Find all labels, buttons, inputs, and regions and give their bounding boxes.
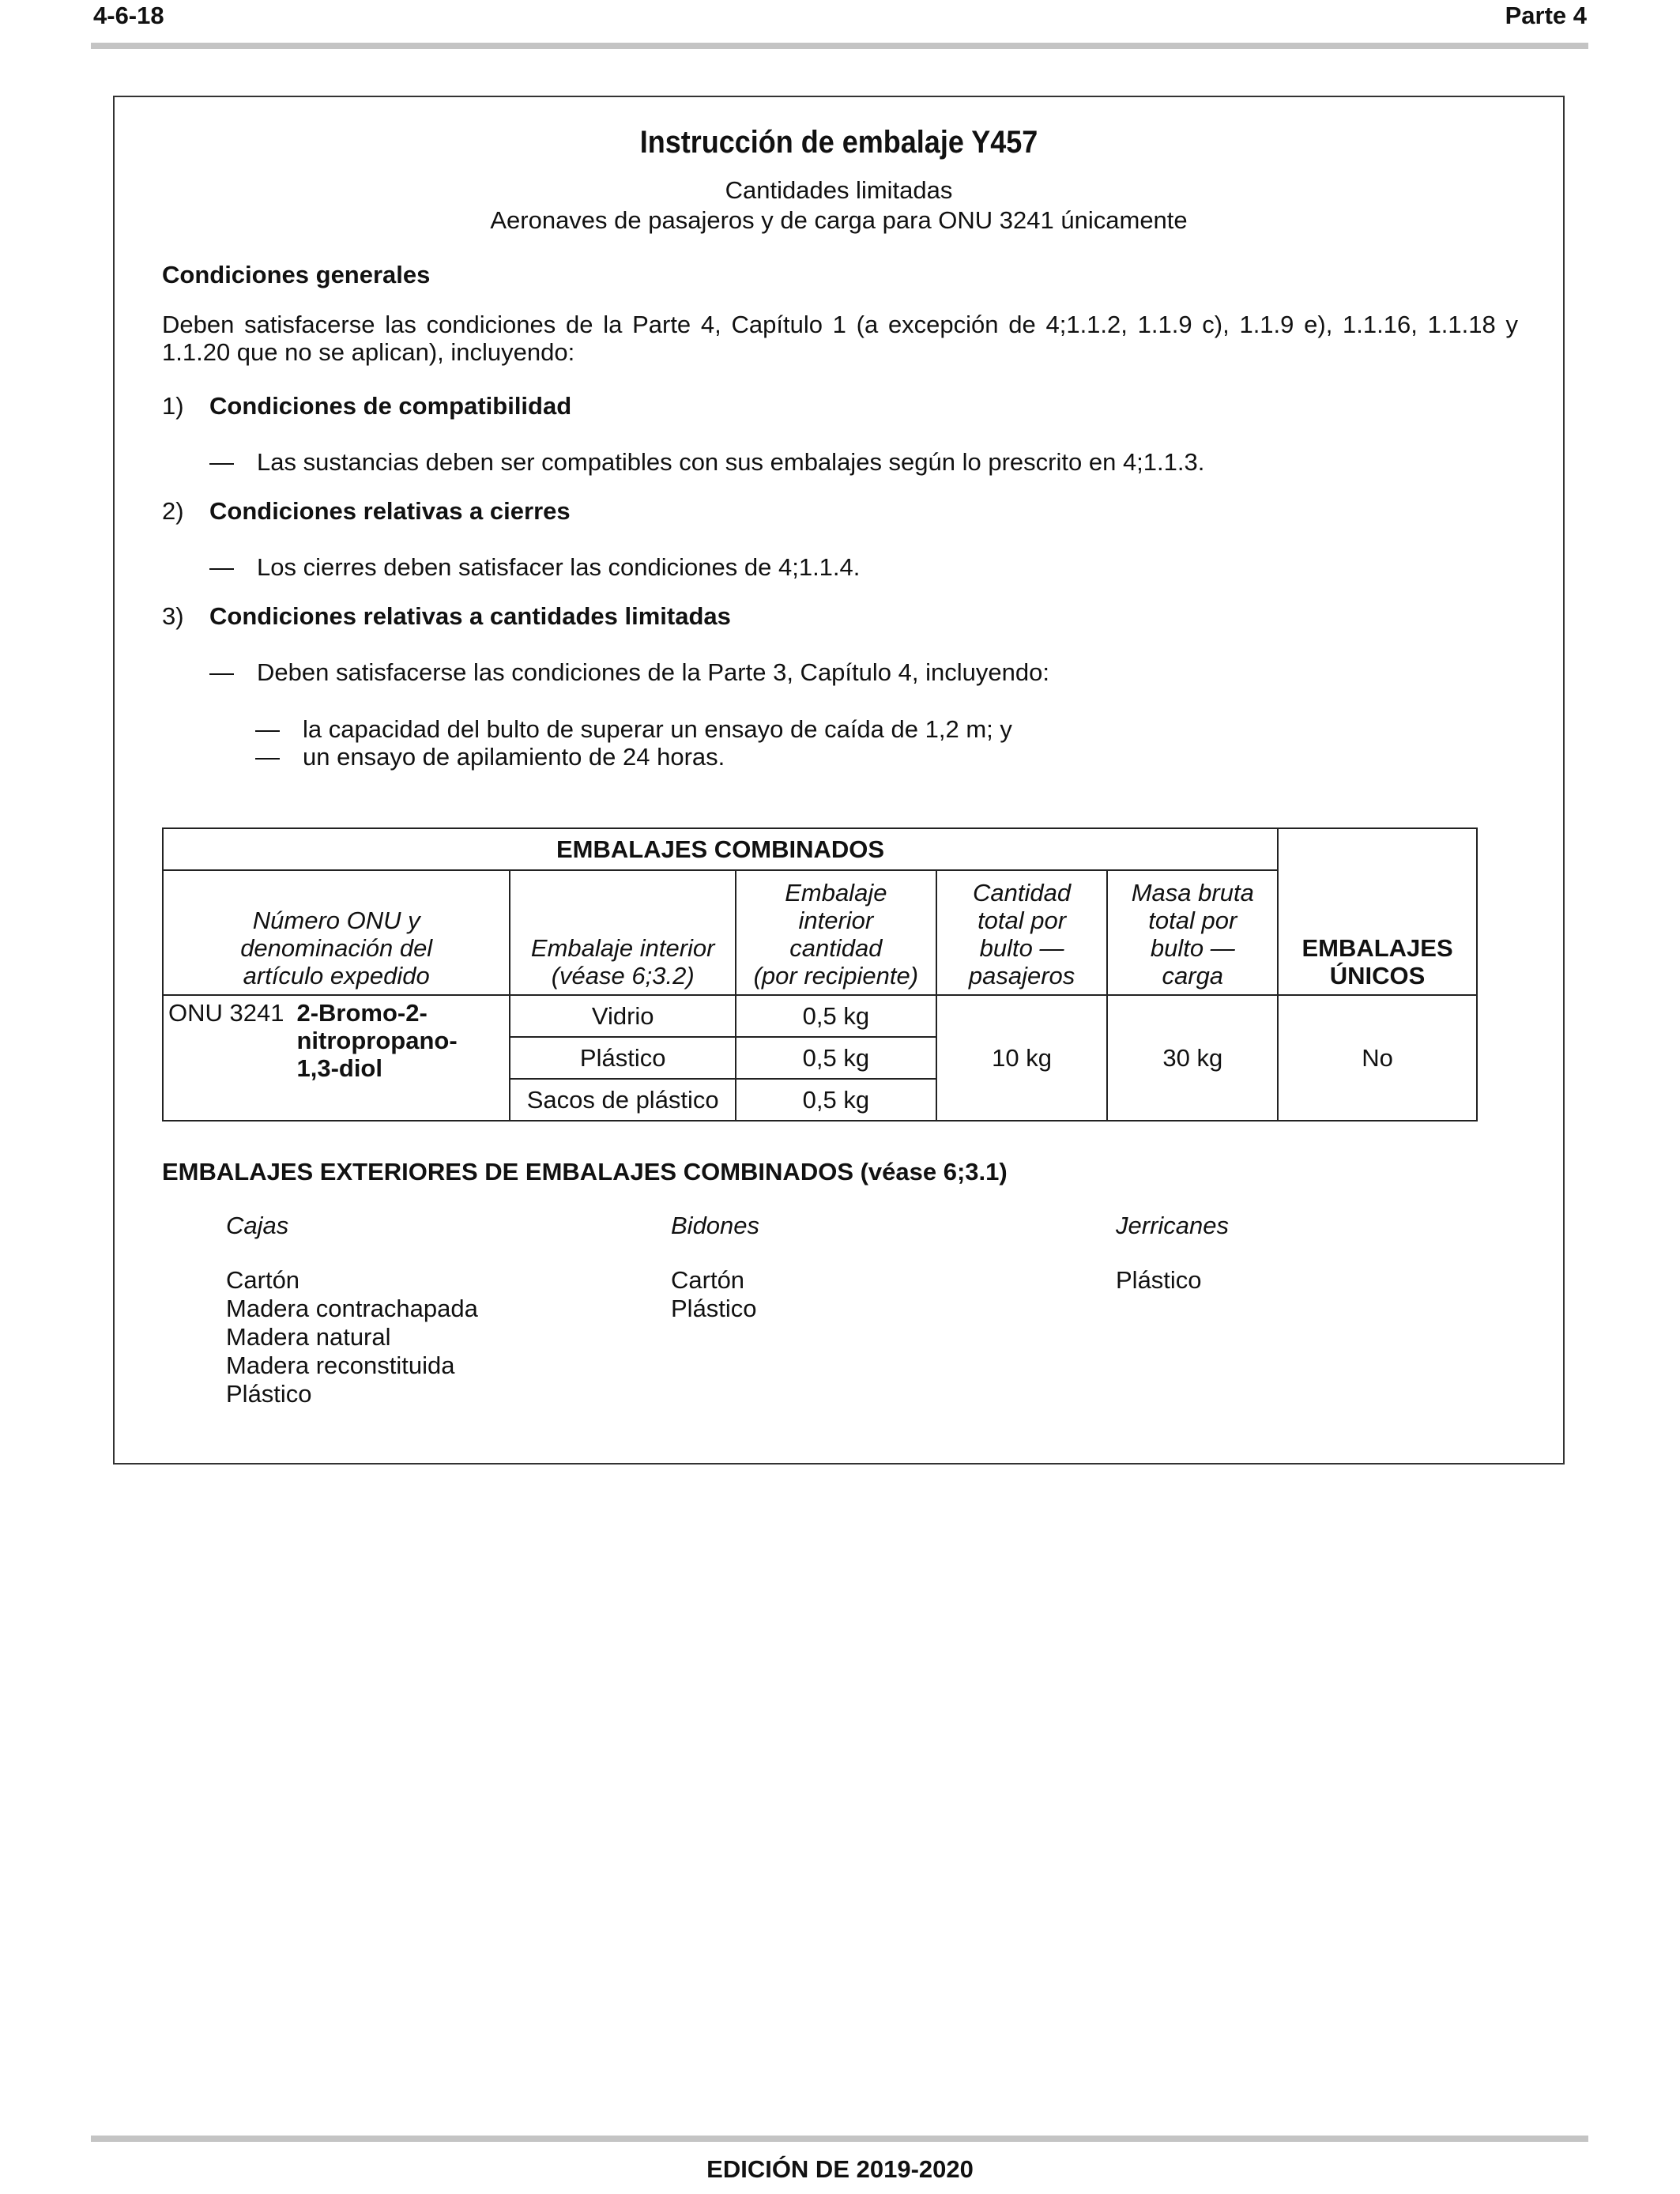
instruction-box [113,96,1565,1465]
passenger-quantity-column-header: Cantidad total por bulto — pasajeros [936,870,1108,995]
outer-column-drums [671,1212,759,1323]
list-item: Plástico [1116,1266,1202,1294]
condition-3-subitem-2-dash: — [255,743,280,771]
condition-3-subitem-1-dash: — [255,715,280,743]
cargo-mass-column-header: Masa bruta total por bulto — carga [1107,870,1278,995]
condition-1-dash: — [209,448,234,476]
condition-2-number: 2) [162,497,184,525]
condition-3-dash: — [209,658,234,686]
list-item: Madera contrachapada [226,1295,478,1322]
list-item: Madera natural [226,1323,391,1351]
outer-column-header: Cajas [226,1212,289,1239]
single-packagings-cell: No [1278,995,1477,1121]
condition-1-heading: Condiciones de compatibilidad [209,392,572,420]
outer-column-boxes [226,1212,478,1408]
footer-rule [91,2136,1588,2142]
general-conditions-heading: Condiciones generales [162,261,431,288]
inner-packaging-cell: Vidrio [510,995,736,1037]
instruction-subtitle-1: Cantidades limitadas [725,176,953,204]
list-item: Cartón [671,1266,745,1294]
instruction-title: Instrucción de embalaje Y457 [639,125,1038,160]
cargo-mass-cell: 30 kg [1107,995,1278,1121]
condition-2-heading: Condiciones relativas a cierres [209,497,571,525]
condition-1-text: Las sustancias deben ser compatibles con sus embalajes según lo prescrito en 4;1.1.3. [257,448,1205,476]
general-conditions-text: Deben satisfacerse las condiciones de la Parte 4, Capítulo 1 (a excepción de 4;1.1.2, 1.1.9 c), 1.1.9 e), 1.1.16, 1.1.18 y 1.1.20 que no se aplican), incluyendo: [162,311,1518,366]
condition-1-number: 1) [162,392,184,420]
part-label: Parte 4 [1505,2,1587,29]
single-packagings-header: EMBALAJES ÚNICOS [1278,828,1477,995]
combined-packagings-header: EMBALAJES COMBINADOS [163,828,1278,870]
un-article-cell [163,995,510,1121]
un-number: ONU 3241 [168,999,284,1027]
article-name: 2-Bromo-2- nitropropano- 1,3-diol [296,999,458,1082]
inner-quantity-cell: 0,5 kg [736,1079,936,1121]
packaging-table [162,827,1478,1122]
inner-packaging-column-header: Embalaje interior (véase 6;3.2) [510,870,736,995]
list-item: Plástico [671,1295,757,1322]
condition-3-subitem-1-text: la capacidad del bulto de superar un ensayo de caída de 1,2 m; y [303,715,1012,743]
edition-label: EDICIÓN DE 2019-2020 [706,2155,974,2183]
passenger-quantity-cell: 10 kg [936,995,1108,1121]
header-rule [91,43,1588,49]
inner-packaging-cell: Sacos de plástico [510,1079,736,1121]
list-item: Madera reconstituida [226,1351,455,1379]
list-item: Plástico [226,1380,312,1408]
condition-3-subitem-2-text: un ensayo de apilamiento de 24 horas. [303,743,725,771]
inner-quantity-cell: 0,5 kg [736,1037,936,1079]
un-number-column-header: Número ONU y denominación del artículo expedido [163,870,510,995]
outer-column-header: Jerricanes [1116,1212,1229,1239]
condition-2-dash: — [209,553,234,581]
table-row [163,995,1477,1037]
condition-3-text: Deben satisfacerse las condiciones de la Parte 3, Capítulo 4, incluyendo: [257,658,1049,686]
inner-packaging-cell: Plástico [510,1037,736,1079]
inner-quantity-cell: 0,5 kg [736,995,936,1037]
page-number: 4-6-18 [93,2,164,29]
outer-packagings-heading: EMBALAJES EXTERIORES DE EMBALAJES COMBINADOS (véase 6;3.1) [162,1158,1008,1186]
list-item: Cartón [226,1266,300,1294]
condition-2-text: Los cierres deben satisfacer las condiciones de 4;1.1.4. [257,553,861,581]
condition-3-heading: Condiciones relativas a cantidades limitadas [209,602,731,630]
instruction-subtitle-2: Aeronaves de pasajeros y de carga para ONU 3241 únicamente [490,206,1188,234]
inner-quantity-column-header: Embalaje interior cantidad (por recipiente) [736,870,936,995]
condition-3-number: 3) [162,602,184,630]
outer-column-header: Bidones [671,1212,760,1239]
outer-column-jerricans [1116,1212,1229,1295]
